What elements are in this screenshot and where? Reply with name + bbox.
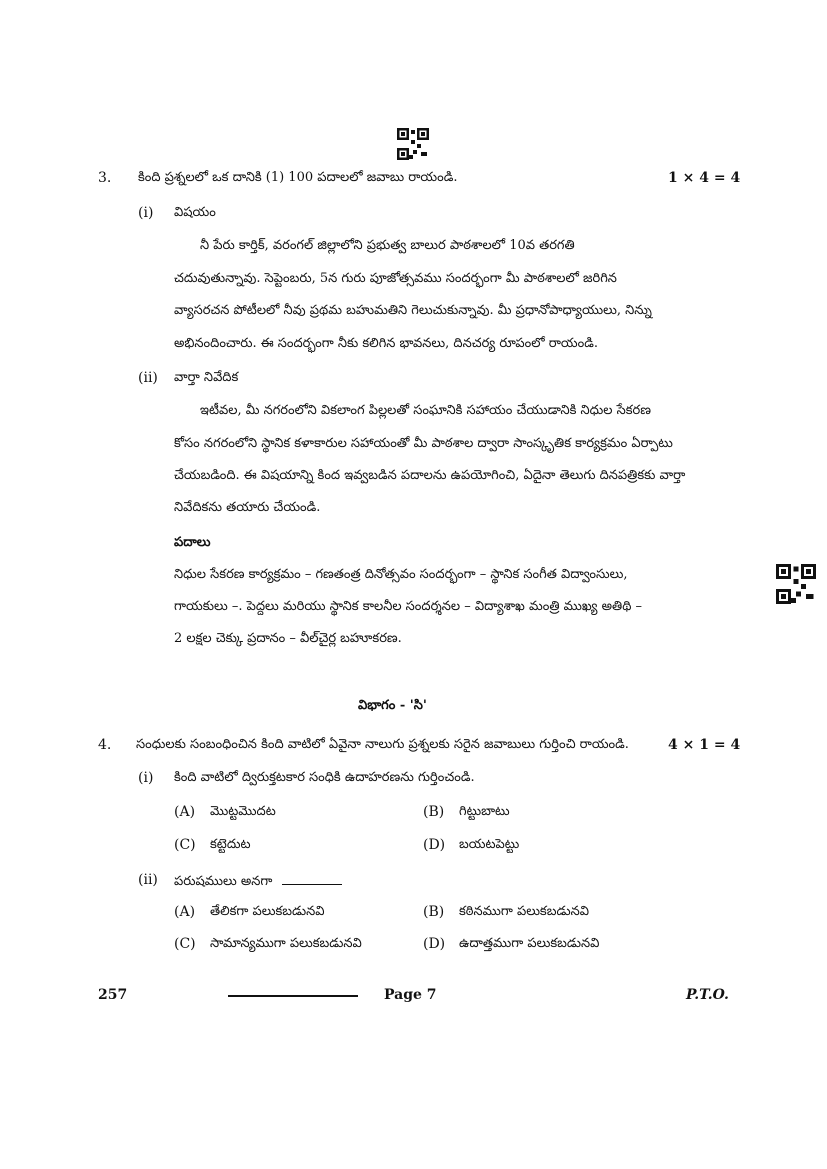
page-number: Page 7 xyxy=(384,987,437,1003)
answer-blank xyxy=(282,872,342,885)
q4-i-option-a: మొట్టమొదట xyxy=(210,804,276,819)
qr-code-top xyxy=(397,128,429,160)
footer-rule xyxy=(228,995,358,997)
q4-ii-option-a-label: (A) xyxy=(174,904,196,920)
q3-instruction: కింది ప్రశ్నలలో ఒక దానికి (1) 100 పదాలలో జవాబు రాయండి. xyxy=(138,170,458,185)
q3-ii-label: (ii) xyxy=(138,370,158,386)
q3-ii-line-4: నివేదికను తయారు చేయండి. xyxy=(174,500,321,515)
q3-i-title: విషయం xyxy=(174,205,216,220)
q4-number: 4. xyxy=(98,737,112,753)
q4-i-option-b-label: (B) xyxy=(423,804,445,820)
q4-i-option-c: కట్టెదుట xyxy=(210,837,251,852)
q3-marks: 1 × 4 = 4 xyxy=(668,170,741,186)
q4-ii-option-d-label: (D) xyxy=(423,936,446,952)
q4-ii-question xyxy=(174,872,342,892)
q3-words-title: పదాలు xyxy=(174,535,211,550)
q3-i-line-4: అభినందించారు. ఈ సందర్భంగా నీకు కలిగిన భావనలు, దినచర్య రూపంలో రాయండి. xyxy=(174,336,598,351)
q4-ii-option-d: ఉదాత్తముగా పలుకబడునవి xyxy=(459,936,600,951)
q4-ii-option-b-label: (B) xyxy=(423,904,445,920)
q3-number: 3. xyxy=(98,170,112,186)
q4-ii-option-c: సామాన్యముగా పలుకబడునవి xyxy=(210,936,362,951)
qr-code-side xyxy=(776,564,816,604)
section-heading: విభాగం - 'సి' xyxy=(358,698,427,713)
q4-i-option-c-label: (C) xyxy=(174,837,196,853)
q4-i-option-d-label: (D) xyxy=(423,837,446,853)
q4-i-option-a-label: (A) xyxy=(174,804,196,820)
q3-ii-title: వార్తా నివేదిక xyxy=(174,370,239,385)
q4-i-option-d: బయటపెట్టు xyxy=(459,837,520,852)
q3-i-line-2: చదువుతున్నావు. సెప్టెంబరు, 5న గురు పూజోత్సవము సందర్భంగా మీ పాఠశాలలో జరిగిన xyxy=(174,271,617,286)
q4-ii-option-c-label: (C) xyxy=(174,936,196,952)
q4-i-option-b: గిట్టుబాటు xyxy=(459,804,510,819)
q4-i-question: కింది వాటిలో ద్విరుక్తటకార సంధికి ఉదాహరణను గుర్తించండి. xyxy=(174,770,475,785)
pto-label: P.T.O. xyxy=(686,987,729,1003)
q4-ii-option-b: కఠినముగా పలుకబడునవి xyxy=(459,904,589,919)
q3-ii-line-2: కోసం నగరంలోని స్థానిక కళాకారుల సహాయంతో మీ పాఠశాల ద్వారా సాంస్కృతిక కార్యక్రమం ఏర్పాటు xyxy=(174,436,673,451)
q3-words-line-3: 2 లక్షల చెక్కు ప్రదానం – వీల్‌చైర్ల బహూకరణ. xyxy=(174,631,402,646)
q3-ii-line-1: ఇటీవల, మీ నగరంలోని వికలాంగ పిల్లలతో సంఘానికి సహాయం చేయుడానికి నిధుల సేకరణ xyxy=(200,403,652,418)
q4-ii-label: (ii) xyxy=(138,872,158,888)
q4-marks: 4 × 1 = 4 xyxy=(668,737,741,753)
q4-ii-question-text: పరుషములు అనగా xyxy=(174,874,273,889)
q3-words-line-2: గాయకులు –. పెద్దలు మరియు స్థానిక కాలనీల సందర్శనల – విద్యాశాఖ మంత్రి ముఖ్య అతిథి – xyxy=(174,599,643,614)
q3-words-line-1: నిధుల సేకరణ కార్యక్రమం – గణతంత్ర దినోత్సవం సందర్భంగా – స్థానిక సంగీత విద్వాంసులు, xyxy=(174,567,628,582)
q3-i-label: (i) xyxy=(138,205,154,221)
q4-instruction: సంధులకు సంబంధించిన కింది వాటిలో ఏవైనా నాలుగు ప్రశ్నలకు సరైన జవాబులు గుర్తించి రాయండి. xyxy=(136,737,629,752)
q3-i-line-1: నీ పేరు కార్తిక్, వరంగల్ జిల్లాలోని ప్రభుత్వ బాలుర పాఠశాలలో 10వ తరగతి xyxy=(200,238,575,253)
paper-code: 257 xyxy=(98,987,128,1003)
q4-i-label: (i) xyxy=(138,770,154,786)
q3-i-line-3: వ్యాసరచన పోటీలలో నీవు ప్రథమ బహుమతిని గెలుచుకున్నావు. మీ ప్రధానోపాధ్యాయులు, నిన్ను xyxy=(174,303,652,318)
q4-ii-option-a: తేలికగా పలుకబడునవి xyxy=(210,904,325,919)
q3-ii-line-3: చేయబడింది. ఈ విషయాన్ని కింద ఇవ్వబడిన పదాలను ఉపయోగించి, ఏదైనా తెలుగు దినపత్రికకు వార్తా xyxy=(174,468,686,483)
